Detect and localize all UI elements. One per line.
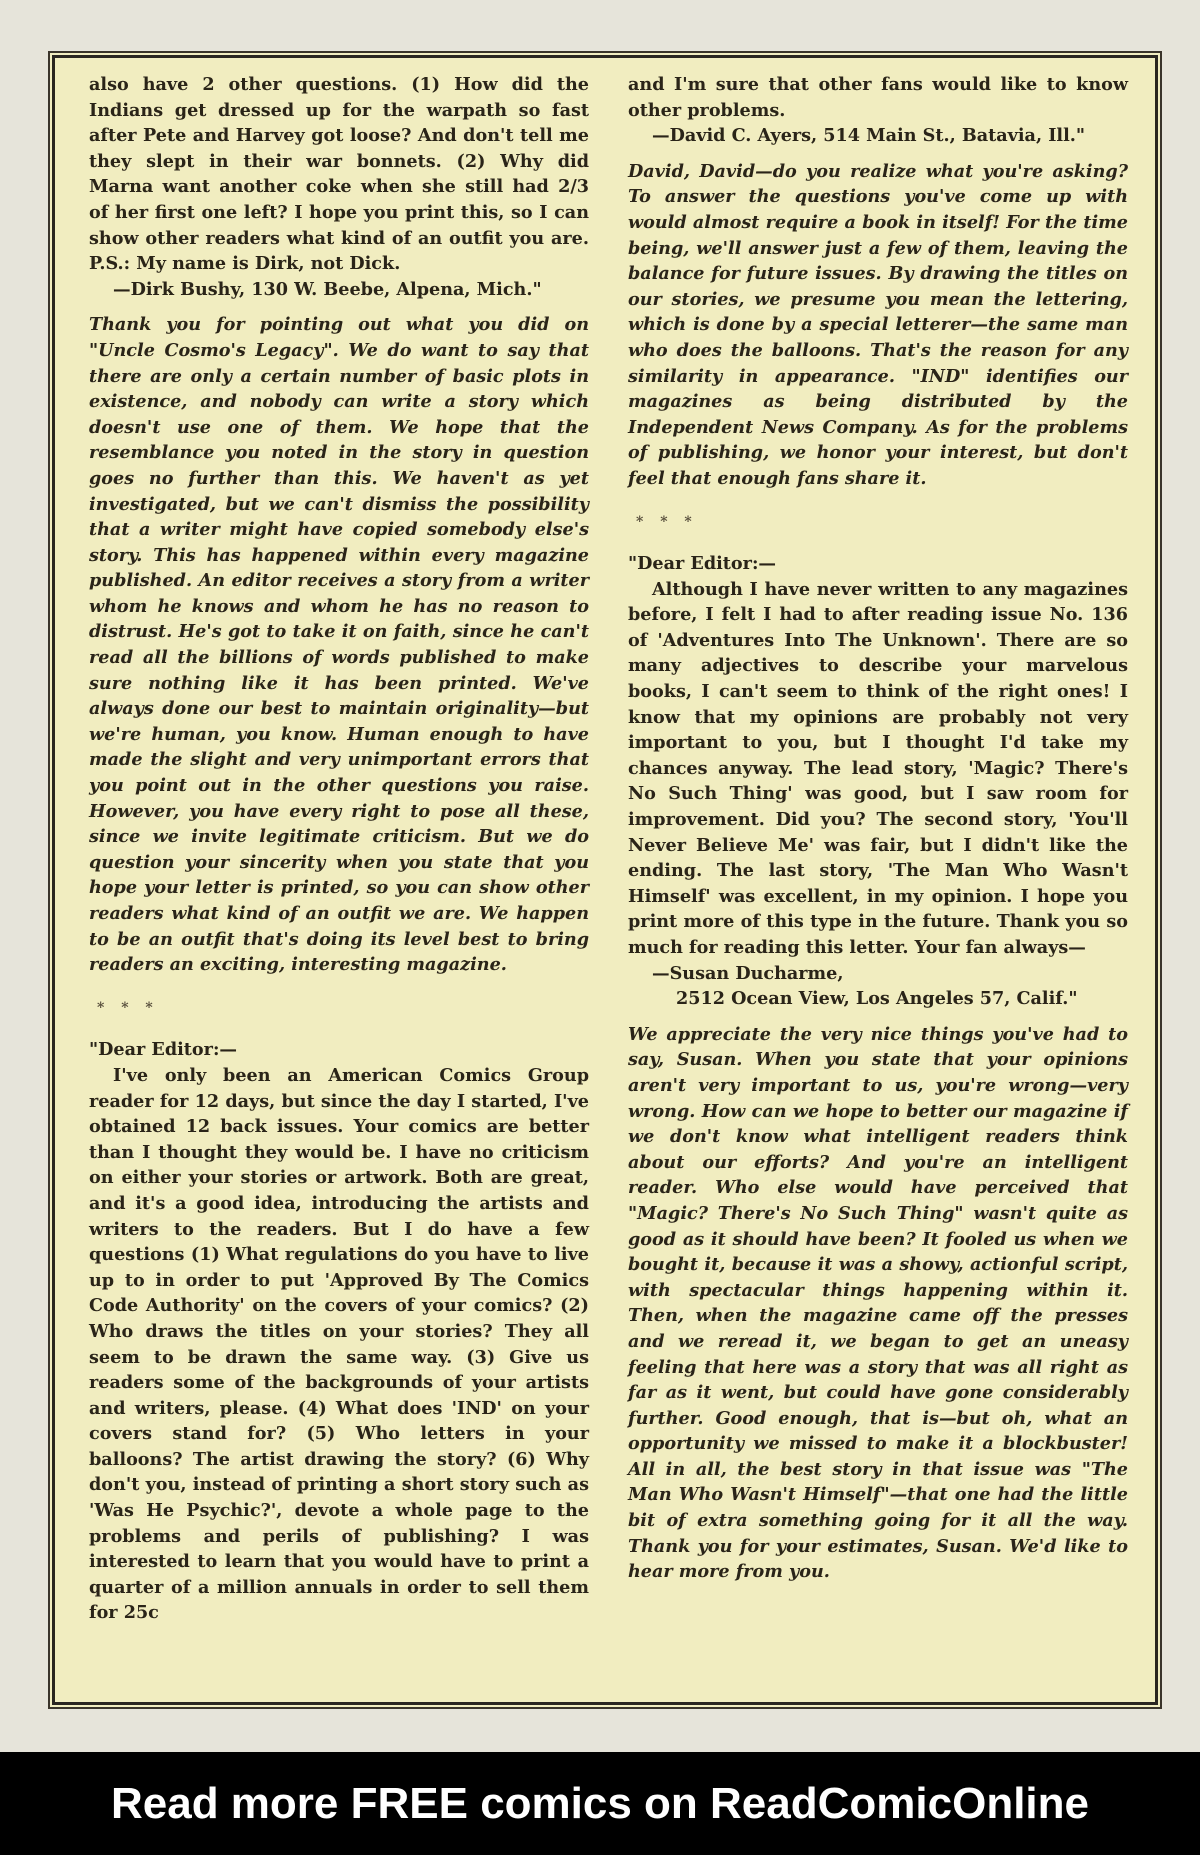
letter-signature: —Susan Ducharme,: [652, 962, 844, 984]
editor-reply: We appreciate the very nice things you've had to say, Susan. When you state that your opinions aren't very important to us, you're wrong—very wrong. How can we hope to better our magazine if we don't know what intelligent readers think about our efforts? And you're an intelligent reader. Who else would have perceived that "Magic? There's No Such Thing" wasn't quite as good as it should have been? It fooled us when we bought it, because it was a showy, actionful script, with spectacular things happening within it. Then, when the magazine came off the presses and we reread it, we began to get an uneasy feeling that here was a story that was all right as far as it went, but could have gone considerably further. Good enough, that is—but oh, what an opportunity we missed to make it a blockbuster! All in all, the best story in that issue was "The Man Who Wasn't Himself"—that one had the little bit of extra something going for it all the way. Thank you for your estimates, Susan. We'd like to hear more from you.: [628, 1023, 1128, 1583]
left-column: [89, 72, 589, 1626]
letter-salutation: "Dear Editor:—: [89, 1039, 238, 1061]
letters-page: [52, 55, 1158, 1705]
letter-continuation: also have 2 other questions. (1) How did the Indians get dressed up for the warpath so fast after Pete and Harvey got loose? And don't tell me they slept in their war bonnets. (2) Why did Marna want another coke when she still had 2/3 of her first one left? I hope you print this, so I can show other readers what kind of an outfit you are. P.S.: My name is Dirk, not Dick.: [89, 74, 589, 275]
promo-banner-text[interactable]: Read more FREE comics on ReadComicOnline: [110, 1778, 1089, 1828]
promo-banner[interactable]: [0, 1752, 1200, 1855]
editor-reply: David, David—do you realize what you're asking? To answer the questions you've come up with would almost require a book in itself! For the time being, we'll answer just a few of them, leaving the balance for future issues. By drawing the titles on our stories, we presume you mean the lettering, which is done by a special letterer—the same man who does the balloons. That's the reason for any similarity in appearance. "IND" identifies our magazines as being distributed by the Independent News Company. As for the problems of publishing, we honor your interest, but don't feel that enough fans share it.: [628, 160, 1128, 489]
letter-signature: —David C. Ayers, 514 Main St., Batavia, Ill.": [652, 125, 1086, 147]
letter-body: I've only been an American Comics Group reader for 12 days, but since the day I started, I've obtained 12 back issues. Your comics are better than I thought they would be. I have no criticism on either your stories or artwork. Both are great, and it's a good idea, introducing the artists and writers to the readers. But I do have a few questions (1) What regulations do you have to live up to in order to put 'Approved By The Comics Code Authority' on the covers of your comics? (2) Who draws the titles on your stories? They all seem to be drawn the same way. (3) Give us readers some of the backgrounds of your artists and writers, please. (4) What does 'IND' on your covers stand for? (5) Who letters in your balloons? The artist drawing the story? (6) Why don't you, instead of printing a short story such as 'Was He Psychic?', devote a whole page to the problems and perils of publishing? I was interested to learn that you would have to print a quarter of a million annuals in order to sell them for 25c: [89, 1064, 589, 1624]
section-divider: * * *: [97, 999, 159, 1016]
letter-body: Although I have never written to any magazines before, I felt I had to after reading issue No. 136 of 'Adventures Into The Unknown'. There are so many adjectives to describe your marvelous books, I can't seem to think of the right ones! I know that my opinions are probably not very important to you, but I thought I'd take my chances anyway. The lead story, 'Magic? There's No Such Thing' was good, but I saw room for improvement. Did you? The second story, 'You'll Never Believe Me' was fair, but I didn't like the ending. The last story, 'The Man Who Wasn't Himself' was excellent, in my opinion. I hope you print more of this type in the future. Thank you so much for reading this letter. Your fan always—: [628, 578, 1128, 958]
letter-salutation: "Dear Editor:—: [628, 553, 777, 575]
section-divider: * * *: [636, 513, 698, 530]
letter-continuation: and I'm sure that other fans would like to know other problems.: [628, 74, 1128, 121]
right-column: [628, 72, 1128, 1585]
letter-signature-address: 2512 Ocean View, Los Angeles 57, Calif.": [676, 988, 1078, 1010]
editor-reply: Thank you for pointing out what you did on "Uncle Cosmo's Legacy". We do want to say that there are only a certain number of basic plots in existence, and nobody can write a story which doesn't use one of them. We hope that the resemblance you noted in the story in question goes no further than this. We haven't as yet investigated, but we can't dismiss the possibility that a writer might have copied somebody else's story. This has happened within every magazine published. An editor receives a story from a writer whom he knows and whom he has no reason to distrust. He's got to take it on faith, since he can't read all the billions of words published to make sure nothing like it has been printed. We've always done our best to maintain originality—but we're human, you know. Human enough to have made the slight and very unimportant errors that you point out in the other questions you raise. However, you have every right to pose all these, since we invite legitimate criticism. But we do question your sincerity when you state that you hope your letter is printed, so you can show other readers what kind of an outfit we are. We happen to be an outfit that's doing its level best to bring readers an exciting, interesting magazine.: [89, 314, 589, 976]
letter-signature: —Dirk Bushy, 130 W. Beebe, Alpena, Mich.": [113, 278, 542, 300]
